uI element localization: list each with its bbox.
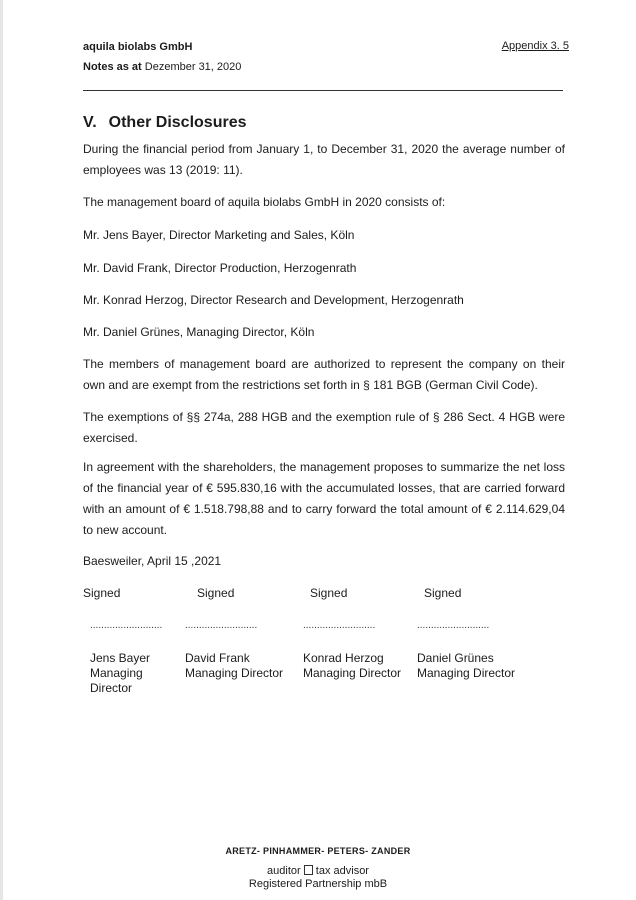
signature-1-line: .......................... bbox=[90, 620, 163, 631]
firm-partnership: Registered Partnership mbB bbox=[248, 878, 388, 890]
appendix-reference: Appendix 3. 5 bbox=[501, 40, 569, 52]
notes-date: Dezember 31, 2020 bbox=[144, 61, 242, 73]
checkbox-square-icon bbox=[304, 865, 313, 875]
board-member-3: Mr. Konrad Herzog, Director Research and Development, Herzogenrath bbox=[83, 293, 464, 307]
page-edge bbox=[0, 0, 3, 900]
notes-date-line bbox=[83, 61, 241, 73]
section-title: Other Disclosures bbox=[108, 114, 247, 131]
company-name: aquila biolabs GmbH bbox=[83, 41, 193, 53]
signatory-3 bbox=[303, 651, 401, 681]
signatory-2-title: Managing Director bbox=[185, 666, 284, 680]
signatory-3-title: Managing Director bbox=[303, 666, 402, 680]
signature-1-signed: Signed bbox=[83, 586, 121, 600]
board-member-4: Mr. Daniel Grünes, Managing Director, Köln bbox=[83, 325, 315, 339]
section-heading bbox=[83, 114, 246, 132]
signature-4-signed: Signed bbox=[424, 586, 462, 600]
signatory-4-title: Managing Director bbox=[417, 666, 516, 680]
signature-3-signed: Signed bbox=[310, 586, 348, 600]
signature-3-line: .......................... bbox=[303, 620, 376, 631]
board-member-2: Mr. David Frank, Director Production, Herzogenrath bbox=[83, 261, 357, 275]
firm-services bbox=[0, 865, 636, 877]
signatory-1-title-line2: Director bbox=[90, 681, 133, 695]
audit-firm-name: ARETZ- PINHAMMER- PETERS- ZANDER bbox=[225, 846, 411, 856]
board-intro-paragraph: The management board of aquila biolabs GmbH in 2020 consists of: bbox=[83, 195, 446, 209]
signatory-3-name: Konrad Herzog bbox=[303, 651, 384, 665]
net-loss-paragraph: In agreement with the shareholders, the management proposes to summarize the net loss of the financial year of € 595.830,16 with the accumulated losses, that are carried forward with an amount of € 1.518.798,88 and to carry forward the total amount of € 2.114.629,04 to new account. bbox=[83, 460, 565, 537]
signature-4-line: .......................... bbox=[417, 620, 490, 631]
signature-2-line: .......................... bbox=[185, 620, 258, 631]
employees-paragraph: During the financial period from January 1, to December 31, 2020 the average number of employees was 13 (2019: 11). bbox=[83, 142, 565, 177]
firm-service-tax: tax advisor bbox=[315, 865, 369, 877]
signatory-2-name: David Frank bbox=[185, 651, 250, 665]
authorization-paragraph: The members of management board are authorized to represent the company on their own and are exempt from the restrictions set forth in § 181 BGB (German Civil Code). bbox=[83, 357, 565, 392]
notes-label: Notes as at bbox=[83, 61, 142, 73]
header-divider bbox=[83, 90, 563, 91]
signatory-1 bbox=[90, 651, 150, 696]
signatory-4 bbox=[417, 651, 515, 681]
signatory-4-name: Daniel Grünes bbox=[417, 651, 494, 665]
place-date: Baesweiler, April 15 ,2021 bbox=[83, 554, 222, 568]
exemptions-paragraph: The exemptions of §§ 274a, 288 HGB and the exemption rule of § 286 Sect. 4 HGB were exercised. bbox=[83, 410, 565, 445]
signatory-2 bbox=[185, 651, 283, 681]
section-number: V. bbox=[83, 114, 97, 131]
board-member-1: Mr. Jens Bayer, Director Marketing and Sales, Köln bbox=[83, 228, 355, 242]
firm-service-auditor: auditor bbox=[267, 865, 301, 877]
signatory-1-title-line1: Managing bbox=[90, 666, 143, 680]
signatory-1-name: Jens Bayer bbox=[90, 651, 151, 665]
signature-2-signed: Signed bbox=[197, 586, 235, 600]
